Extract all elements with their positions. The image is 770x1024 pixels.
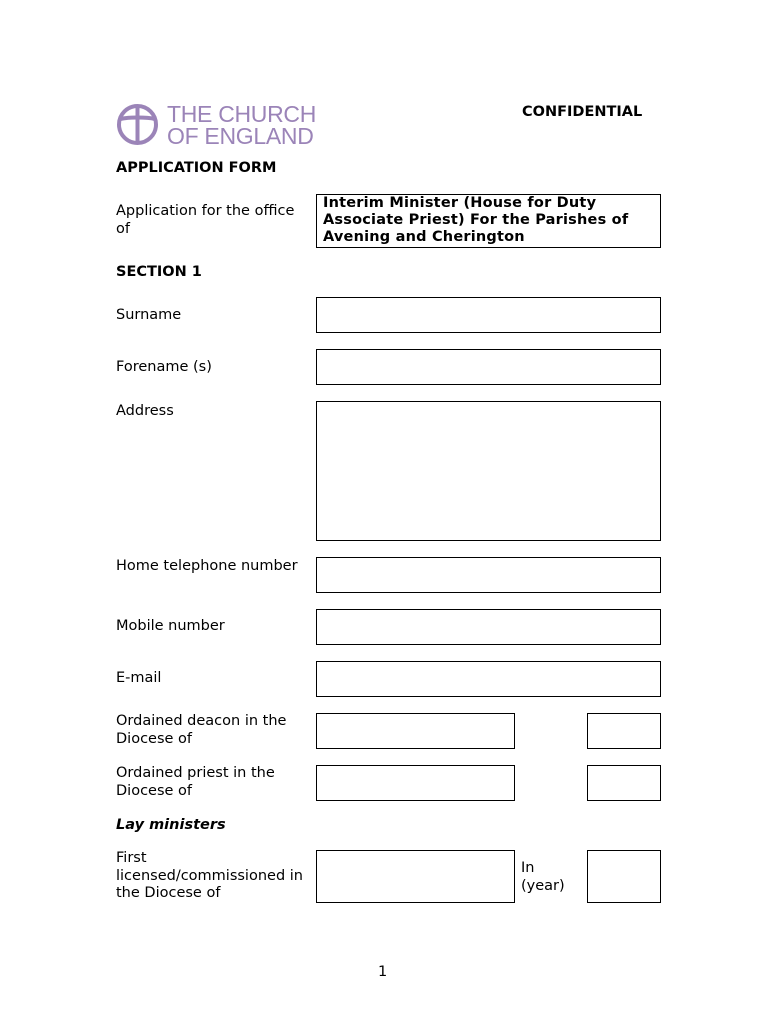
deacon-diocese-input[interactable] [316,713,515,749]
mobile-label: Mobile number [116,618,225,634]
cross-circle-icon [116,103,159,146]
forename-label: Forename (s) [116,359,212,375]
surname-input[interactable] [316,297,661,333]
office-field [316,194,661,248]
lay-year-input[interactable] [587,850,661,903]
form-title: APPLICATION FORM [116,160,277,176]
deacon-year-input[interactable] [587,713,661,749]
priest-diocese-input[interactable] [316,765,515,801]
home-phone-label: Home telephone number [116,558,298,574]
lay-ministers-heading: Lay ministers [116,817,226,833]
lay-licensed-label: First licensed/commissioned in the Diocese of [116,850,303,901]
mobile-input[interactable] [316,609,661,645]
deacon-label: Ordained deacon in the Diocese of [116,713,287,747]
forename-input[interactable] [316,349,661,385]
in-year-label: In (year) [521,860,565,894]
page-number: 1 [378,964,388,980]
section-title: SECTION 1 [116,264,202,280]
logo-line-1: THE CHURCH [167,101,317,127]
office-label: Application for the office of [116,203,295,237]
surname-label: Surname [116,307,182,323]
priest-year-input[interactable] [587,765,661,801]
logo-line-2: OF ENGLAND [167,123,314,149]
priest-label: Ordained priest in the Diocese of [116,765,275,799]
email-input[interactable] [316,661,661,697]
address-input[interactable] [316,401,661,541]
church-of-england-logo [116,103,326,148]
home-phone-input[interactable] [316,557,661,593]
office-value: Interim Minister (House for Duty Associate Priest) For the Parishes of Avening and Cherington [323,195,629,245]
lay-diocese-input[interactable] [316,850,515,903]
email-label: E-mail [116,670,162,686]
address-label: Address [116,403,174,419]
confidential-label: CONFIDENTIAL [522,104,643,120]
